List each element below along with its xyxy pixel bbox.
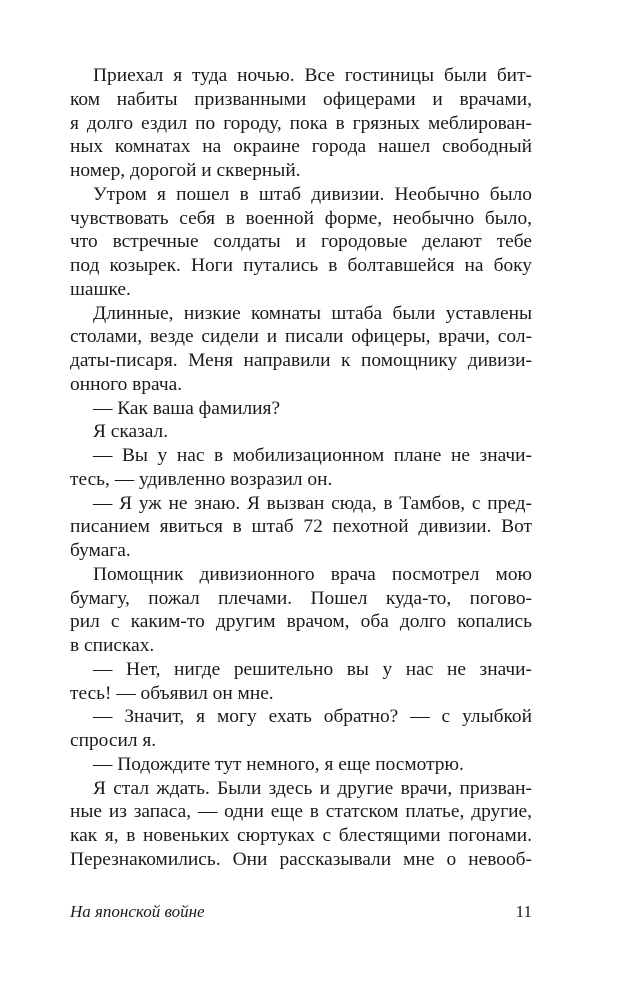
text-line: ных комнатах на окраине города нашел свободный	[70, 136, 532, 158]
text-line: в списках.	[70, 635, 155, 656]
text-line: — Я уж не знаю. Я вызван сюда, в Тамбов, с пред-	[93, 492, 532, 514]
text-line: Помощник дивизионного врача посмотрел мою	[93, 563, 532, 585]
text-line: Я сказал.	[93, 421, 169, 443]
text-line: — Вы у нас в мобилизационном плане не значи-	[93, 445, 532, 466]
text-line: ком набиты призванными офицерами и врачами,	[70, 88, 532, 110]
text-line: Длинные, низкие комнаты штаба были уставлены	[93, 302, 532, 324]
text-line: рил с каким-то другим врачом, оба долго копались	[70, 611, 532, 633]
page-footer	[70, 902, 532, 926]
text-line: Утром я пошел в штаб дивизии. Необычно было	[93, 183, 532, 205]
text-line: — Как ваша фамилия?	[93, 397, 281, 419]
text-line: как я, в новеньких сюртуках с блестящими погонами.	[70, 825, 532, 846]
text-line: бумага.	[70, 540, 131, 561]
text-line: чувствовать себя в военной форме, необычно было,	[70, 207, 532, 229]
text-line: Перезнакомились. Они рассказывали мне о невооб-	[70, 848, 532, 870]
text-line: — Подождите тут немного, я еще посмотрю.	[93, 753, 464, 775]
text-line: спросил я.	[70, 730, 157, 751]
text-line: тесь! — объявил он мне.	[70, 682, 274, 704]
text-line: даты-писаря. Меня направили к помощнику дивизи-	[70, 350, 532, 371]
text-line: я долго ездил по городу, пока в грязных меблирован-	[70, 112, 532, 134]
page-number: 11	[515, 902, 532, 921]
text-line: онного врача.	[70, 373, 183, 395]
text-line: что встречные солдаты и городовые делают тебе	[70, 231, 532, 253]
text-line: Приехал я туда ночью. Все гостиницы были бит-	[93, 65, 532, 86]
text-line: под козырек. Ноги путались в болтавшейся на боку	[70, 255, 532, 276]
text-line: писанием явиться в штаб 72 пехотной дивизии. Вот	[70, 516, 532, 538]
text-line: — Нет, нигде решительно вы у нас не значи-	[93, 658, 532, 680]
text-line: столами, везде сидели и писали офицеры, врачи, сол-	[70, 326, 532, 348]
body-text	[70, 64, 532, 872]
text-line: бумагу, пожал плечами. Пошел куда-то, погово-	[70, 587, 532, 609]
text-line: шашке.	[70, 278, 131, 300]
text-line: — Значит, я могу ехать обратно? — с улыбкой	[93, 706, 532, 728]
text-line: номер, дорогой и скверный.	[70, 160, 301, 181]
text-line: тесь, — удивленно возразил он.	[70, 468, 333, 490]
text-line: Я стал ждать. Были здесь и другие врачи, призван-	[93, 777, 532, 799]
text-line: ные из запаса, — одни еще в статском платье, другие,	[70, 801, 532, 823]
running-title: На японской войне	[70, 902, 205, 921]
page-content	[70, 64, 532, 872]
